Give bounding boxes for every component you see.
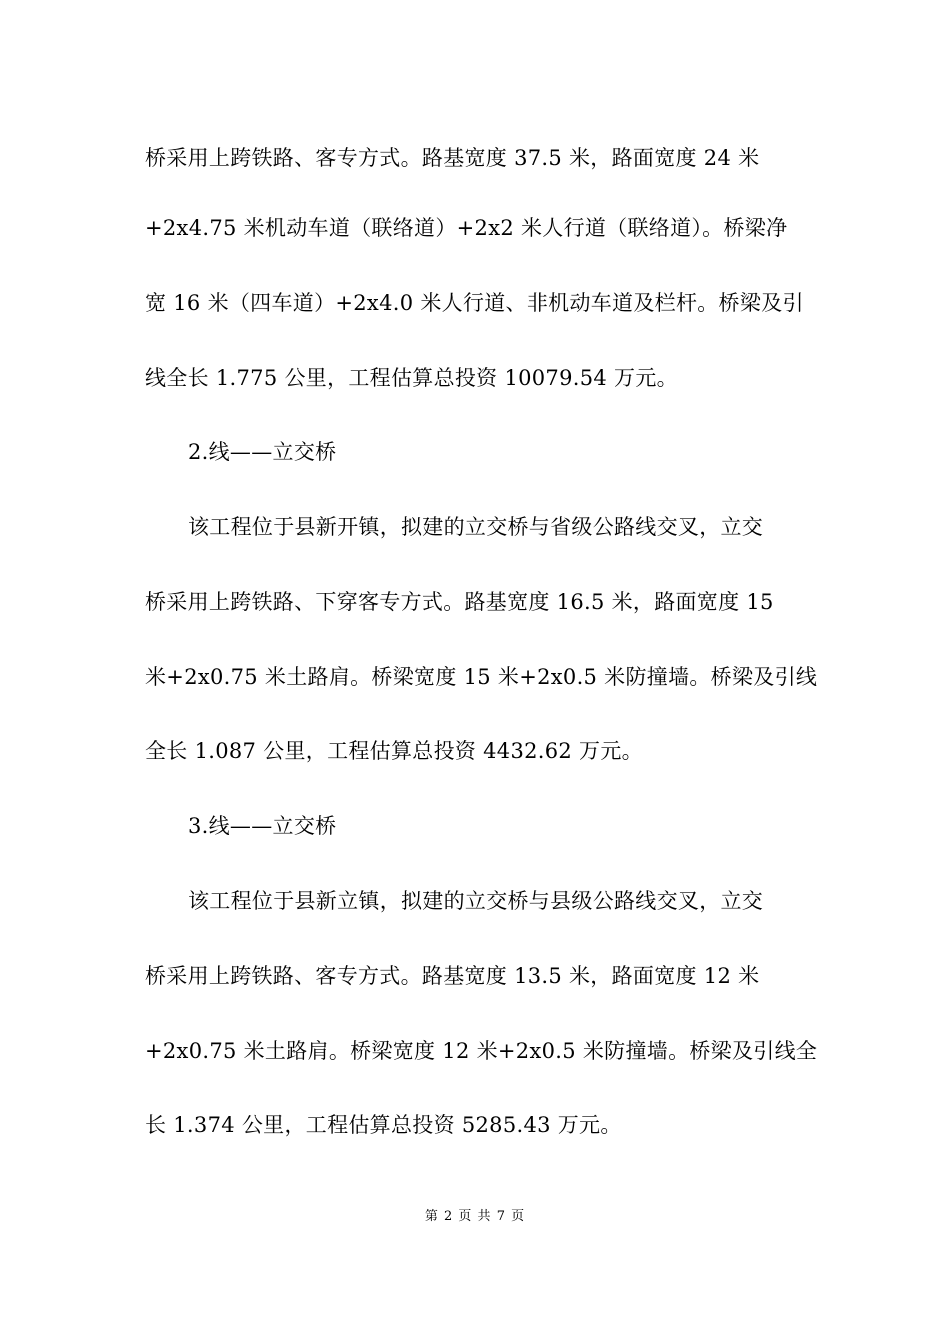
paragraph-2-line-4: 全长 1.087 公里，工程估算总投资 4432.62 万元。 (145, 739, 643, 763)
paragraph-3-line-4: 长 1.374 公里，工程估算总投资 5285.43 万元。 (145, 1113, 622, 1137)
paragraph-1-line-1: 桥采用上跨铁路、客专方式。路基宽度 37.5 米，路面宽度 24 米 (145, 146, 760, 170)
page-number-footer: 第 2 页 共 7 页 (424, 1209, 526, 1224)
paragraph-3-line-2: 桥采用上跨铁路、客专方式。路基宽度 13.5 米，路面宽度 12 米 (145, 964, 760, 988)
paragraph-2-line-3: 米+2x0.75 米土路肩。桥梁宽度 15 米+2x0.5 米防撞墙。桥梁及引线 (145, 665, 818, 689)
paragraph-1-line-3: 宽 16 米（四车道）+2x4.0 米人行道、非机动车道及栏杆。桥梁及引 (145, 291, 804, 315)
paragraph-2-line-1: 该工程位于县新开镇，拟建的立交桥与省级公路线交叉，立交 (188, 515, 764, 539)
paragraph-2-line-2: 桥采用上跨铁路、下穿客专方式。路基宽度 16.5 米，路面宽度 15 (145, 590, 774, 614)
paragraph-1-line-4: 线全长 1.775 公里，工程估算总投资 10079.54 万元。 (145, 366, 678, 390)
section-heading-2: 2.线——立交桥 (188, 440, 337, 464)
paragraph-3-line-1: 该工程位于县新立镇，拟建的立交桥与县级公路线交叉，立交 (188, 889, 764, 913)
section-heading-3: 3.线——立交桥 (188, 814, 337, 838)
paragraph-3-line-3: +2x0.75 米土路肩。桥梁宽度 12 米+2x0.5 米防撞墙。桥梁及引线全 (145, 1039, 818, 1063)
paragraph-1-line-2: +2x4.75 米机动车道（联络道）+2x2 米人行道（联络道）。桥梁净 (145, 216, 788, 240)
